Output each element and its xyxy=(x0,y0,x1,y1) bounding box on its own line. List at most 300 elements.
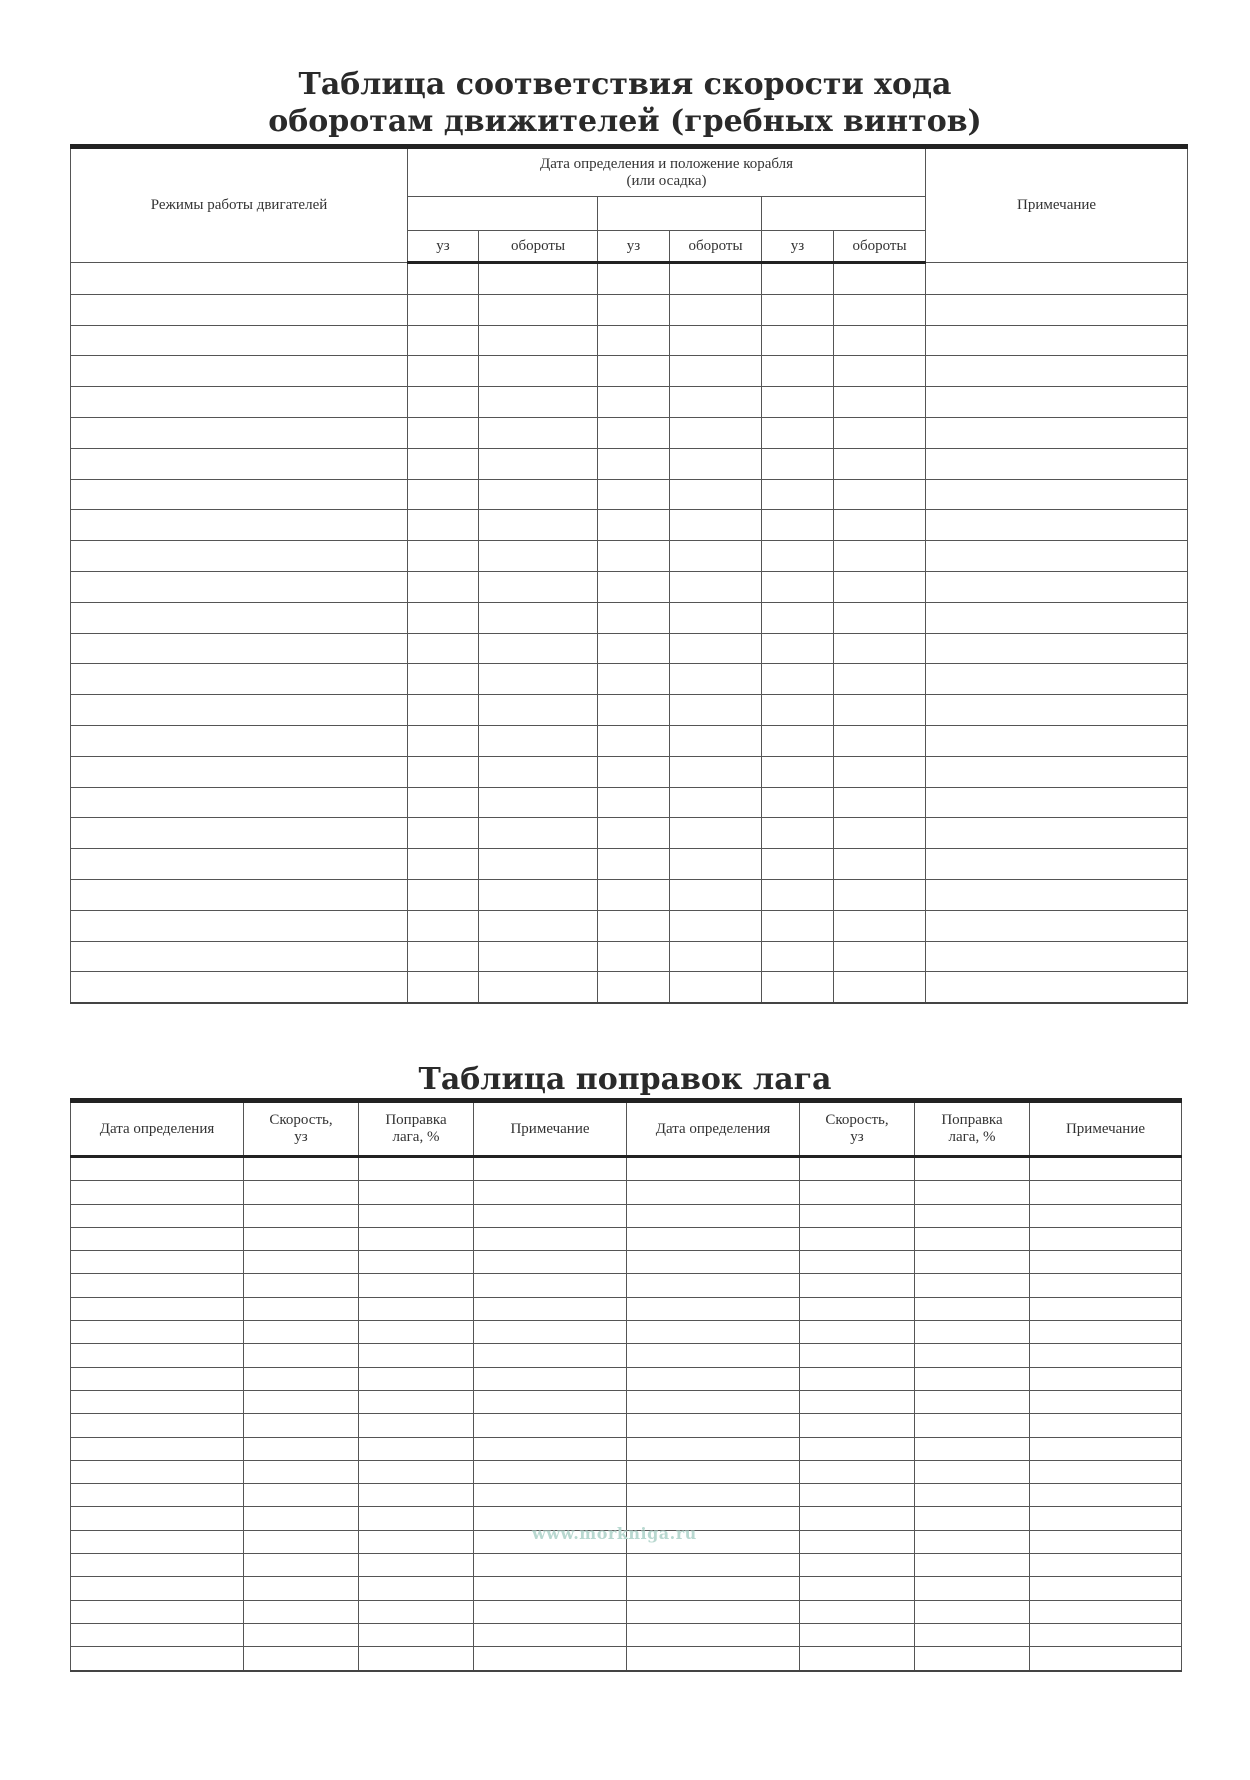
table-cell xyxy=(71,910,408,941)
table-cell xyxy=(915,1623,1030,1646)
table-cell xyxy=(244,1390,359,1413)
table-cell xyxy=(670,756,762,787)
table-row xyxy=(71,1204,1182,1227)
table-cell xyxy=(359,1507,474,1530)
table-cell xyxy=(670,725,762,756)
table-cell xyxy=(627,1577,800,1600)
table-cell xyxy=(800,1181,915,1204)
table-cell xyxy=(474,1390,627,1413)
table-cell xyxy=(915,1367,1030,1390)
table-cell xyxy=(762,263,834,295)
table-cell xyxy=(479,725,598,756)
table-cell xyxy=(598,818,670,849)
table-cell xyxy=(915,1460,1030,1483)
table-cell xyxy=(359,1204,474,1227)
table-cell xyxy=(244,1251,359,1274)
table-cell xyxy=(359,1554,474,1577)
table-cell xyxy=(1030,1414,1182,1437)
table-cell xyxy=(1030,1157,1182,1181)
table-cell xyxy=(834,818,926,849)
table-cell xyxy=(834,263,926,295)
table-cell xyxy=(1030,1321,1182,1344)
table-cell xyxy=(479,325,598,356)
table-cell xyxy=(408,879,479,910)
header-speed-1-line2: уз xyxy=(294,1129,308,1145)
table-cell xyxy=(359,1181,474,1204)
table-row xyxy=(71,541,1188,572)
table-cell xyxy=(915,1181,1030,1204)
table-cell xyxy=(244,1181,359,1204)
table-cell xyxy=(408,541,479,572)
table-cell xyxy=(834,479,926,510)
table-cell xyxy=(479,879,598,910)
table-cell xyxy=(598,571,670,602)
table-cell xyxy=(762,356,834,387)
table-cell xyxy=(474,1204,627,1227)
table-cell xyxy=(915,1390,1030,1413)
table-cell xyxy=(71,325,408,356)
table-cell xyxy=(71,1321,244,1344)
table-cell xyxy=(408,387,479,418)
table-cell xyxy=(598,417,670,448)
header-date-1: Дата определения xyxy=(71,1101,244,1157)
table-cell xyxy=(800,1344,915,1367)
table-cell xyxy=(926,387,1188,418)
table-cell xyxy=(800,1554,915,1577)
table-cell xyxy=(474,1600,627,1623)
table-cell xyxy=(474,1251,627,1274)
table-cell xyxy=(474,1623,627,1646)
table-cell xyxy=(244,1414,359,1437)
table-cell xyxy=(71,602,408,633)
table-cell xyxy=(71,1577,244,1600)
table-cell xyxy=(670,602,762,633)
table-cell xyxy=(71,787,408,818)
table-cell xyxy=(71,1600,244,1623)
table-cell xyxy=(1030,1274,1182,1297)
table-row xyxy=(71,1321,1182,1344)
table-cell xyxy=(762,972,834,1003)
table-cell xyxy=(762,294,834,325)
header-correction-1 xyxy=(359,1101,474,1157)
table-cell xyxy=(670,879,762,910)
table-cell xyxy=(800,1507,915,1530)
header-date-slot-1 xyxy=(408,197,598,231)
table-row xyxy=(71,602,1188,633)
table-cell xyxy=(598,756,670,787)
header-note: Примечание xyxy=(926,147,1188,263)
table-cell xyxy=(834,356,926,387)
header-revolutions-2: обороты xyxy=(670,231,762,263)
table-cell xyxy=(926,941,1188,972)
table-cell xyxy=(915,1344,1030,1367)
header-date-position-sub: (или осадка) xyxy=(626,172,707,189)
header-date-2: Дата определения xyxy=(627,1101,800,1157)
table-cell xyxy=(834,541,926,572)
header-correction-2 xyxy=(915,1101,1030,1157)
table-cell xyxy=(359,1251,474,1274)
table-cell xyxy=(408,756,479,787)
table-cell xyxy=(474,1577,627,1600)
table-cell xyxy=(800,1274,915,1297)
table-cell xyxy=(1030,1344,1182,1367)
table-cell xyxy=(915,1251,1030,1274)
table-cell xyxy=(915,1414,1030,1437)
table-cell xyxy=(834,756,926,787)
table-row xyxy=(71,571,1188,602)
table-cell xyxy=(800,1227,915,1250)
table-cell xyxy=(762,417,834,448)
table-cell xyxy=(71,571,408,602)
table-cell xyxy=(474,1344,627,1367)
table-cell xyxy=(670,417,762,448)
header-date-slot-2 xyxy=(598,197,762,231)
table-cell xyxy=(474,1437,627,1460)
table-cell xyxy=(762,941,834,972)
table-cell xyxy=(834,325,926,356)
table-cell xyxy=(598,387,670,418)
table-cell xyxy=(834,387,926,418)
table-cell xyxy=(408,725,479,756)
table-cell xyxy=(1030,1647,1182,1671)
table-cell xyxy=(408,448,479,479)
table-cell xyxy=(926,479,1188,510)
table-cell xyxy=(479,756,598,787)
speed-rpm-table xyxy=(70,144,1188,1004)
table-cell xyxy=(926,849,1188,880)
table-cell xyxy=(926,879,1188,910)
table-row xyxy=(71,633,1188,664)
table-row xyxy=(71,664,1188,695)
table-row xyxy=(71,1600,1182,1623)
table1-title xyxy=(0,66,1250,140)
table-cell xyxy=(834,910,926,941)
table1-title-line1: Таблица соответствия скорости хода xyxy=(298,67,952,102)
table-row xyxy=(71,941,1188,972)
table-cell xyxy=(408,941,479,972)
table-cell xyxy=(670,633,762,664)
table-cell xyxy=(359,1484,474,1507)
table-cell xyxy=(627,1344,800,1367)
header-knots-2: уз xyxy=(598,231,670,263)
table-cell xyxy=(915,1600,1030,1623)
table-cell xyxy=(800,1297,915,1320)
table-cell xyxy=(762,849,834,880)
table-cell xyxy=(71,479,408,510)
table-cell xyxy=(926,294,1188,325)
table-cell xyxy=(71,756,408,787)
table-cell xyxy=(926,356,1188,387)
table-cell xyxy=(359,1297,474,1320)
table-cell xyxy=(926,602,1188,633)
table-cell xyxy=(479,448,598,479)
table-cell xyxy=(670,972,762,1003)
table-row xyxy=(71,356,1188,387)
table-cell xyxy=(71,879,408,910)
table-cell xyxy=(359,1530,474,1553)
table-cell xyxy=(800,1204,915,1227)
table-cell xyxy=(800,1390,915,1413)
table-cell xyxy=(408,602,479,633)
table-cell xyxy=(598,972,670,1003)
table-cell xyxy=(408,263,479,295)
header-speed-1-line1: Скорость, xyxy=(269,1112,333,1128)
table-cell xyxy=(800,1321,915,1344)
table-cell xyxy=(474,1157,627,1181)
log-correction-table-body xyxy=(71,1157,1182,1671)
table-cell xyxy=(800,1484,915,1507)
table-cell xyxy=(1030,1554,1182,1577)
table-cell xyxy=(474,1367,627,1390)
header-date-position xyxy=(408,147,926,197)
table-cell xyxy=(915,1274,1030,1297)
table-cell xyxy=(670,787,762,818)
table-cell xyxy=(71,1204,244,1227)
table-row xyxy=(71,879,1188,910)
table-cell xyxy=(670,448,762,479)
table-row xyxy=(71,849,1188,880)
table-cell xyxy=(915,1507,1030,1530)
table-cell xyxy=(627,1647,800,1671)
table-cell xyxy=(926,725,1188,756)
table-cell xyxy=(71,294,408,325)
table-cell xyxy=(1030,1390,1182,1413)
table-cell xyxy=(670,910,762,941)
table-cell xyxy=(762,602,834,633)
table-cell xyxy=(800,1251,915,1274)
header-revolutions-1: обороты xyxy=(479,231,598,263)
header-revolutions-3: обороты xyxy=(834,231,926,263)
table-cell xyxy=(244,1297,359,1320)
table-cell xyxy=(479,541,598,572)
log-correction-table xyxy=(70,1098,1182,1672)
table-row xyxy=(71,1251,1182,1274)
table-cell xyxy=(479,510,598,541)
table-cell xyxy=(71,1367,244,1390)
table-cell xyxy=(244,1460,359,1483)
table-cell xyxy=(598,664,670,695)
table-cell xyxy=(244,1484,359,1507)
table-cell xyxy=(71,849,408,880)
table-cell xyxy=(71,1157,244,1181)
table-cell xyxy=(71,1251,244,1274)
table-cell xyxy=(762,479,834,510)
table-cell xyxy=(359,1344,474,1367)
table-cell xyxy=(800,1623,915,1646)
table-cell xyxy=(627,1460,800,1483)
table-cell xyxy=(915,1297,1030,1320)
table-row xyxy=(71,479,1188,510)
header-correction-2-line1: Поправка xyxy=(941,1112,1003,1128)
table-cell xyxy=(479,818,598,849)
table-row xyxy=(71,1181,1182,1204)
table-cell xyxy=(408,664,479,695)
table-row xyxy=(71,1484,1182,1507)
table-cell xyxy=(926,510,1188,541)
table-cell xyxy=(474,1227,627,1250)
table-cell xyxy=(479,417,598,448)
table-cell xyxy=(598,479,670,510)
table-cell xyxy=(474,1297,627,1320)
table-cell xyxy=(244,1344,359,1367)
table-cell xyxy=(408,972,479,1003)
table-cell xyxy=(915,1647,1030,1671)
table-row xyxy=(71,1157,1182,1181)
table-cell xyxy=(834,695,926,726)
table-cell xyxy=(627,1157,800,1181)
table-cell xyxy=(627,1227,800,1250)
table-cell xyxy=(762,756,834,787)
table-cell xyxy=(71,387,408,418)
table-cell xyxy=(71,1227,244,1250)
table-cell xyxy=(1030,1460,1182,1483)
table-cell xyxy=(926,695,1188,726)
table-cell xyxy=(359,1157,474,1181)
table-cell xyxy=(670,664,762,695)
table-cell xyxy=(598,325,670,356)
table-cell xyxy=(71,510,408,541)
table-cell xyxy=(834,849,926,880)
table-cell xyxy=(834,664,926,695)
table-cell xyxy=(1030,1227,1182,1250)
table-row xyxy=(71,325,1188,356)
table-cell xyxy=(71,695,408,726)
table-cell xyxy=(762,818,834,849)
table-cell xyxy=(479,387,598,418)
table-cell xyxy=(915,1157,1030,1181)
table-row xyxy=(71,972,1188,1003)
table-cell xyxy=(598,263,670,295)
table-cell xyxy=(71,1530,244,1553)
table-cell xyxy=(244,1530,359,1553)
table-cell xyxy=(762,695,834,726)
table-cell xyxy=(915,1321,1030,1344)
table-cell xyxy=(1030,1484,1182,1507)
table-cell xyxy=(670,849,762,880)
table-cell xyxy=(359,1321,474,1344)
table-row xyxy=(71,695,1188,726)
table-cell xyxy=(359,1437,474,1460)
table-cell xyxy=(834,879,926,910)
table-cell xyxy=(479,602,598,633)
table-cell xyxy=(926,818,1188,849)
table-cell xyxy=(627,1623,800,1646)
table-cell xyxy=(598,695,670,726)
table-cell xyxy=(627,1297,800,1320)
table-cell xyxy=(244,1647,359,1671)
table-cell xyxy=(479,356,598,387)
table-cell xyxy=(926,756,1188,787)
header-correction-2-line2: лага, % xyxy=(948,1129,996,1145)
table-cell xyxy=(800,1647,915,1671)
table-cell xyxy=(479,479,598,510)
table-cell xyxy=(670,818,762,849)
table-row xyxy=(71,294,1188,325)
table-row xyxy=(71,1647,1182,1671)
table-cell xyxy=(762,387,834,418)
table-cell xyxy=(244,1623,359,1646)
table-cell xyxy=(834,972,926,1003)
table-cell xyxy=(474,1460,627,1483)
table-cell xyxy=(474,1181,627,1204)
table-row xyxy=(71,1390,1182,1413)
table-cell xyxy=(408,787,479,818)
table-cell xyxy=(800,1600,915,1623)
table-cell xyxy=(244,1157,359,1181)
header-speed-2-line1: Скорость, xyxy=(825,1112,889,1128)
table-cell xyxy=(479,941,598,972)
table-row xyxy=(71,787,1188,818)
table-cell xyxy=(926,541,1188,572)
table-cell xyxy=(71,1460,244,1483)
header-note-2: Примечание xyxy=(1030,1101,1182,1157)
table-cell xyxy=(244,1577,359,1600)
table-cell xyxy=(408,695,479,726)
table-cell xyxy=(1030,1251,1182,1274)
table-cell xyxy=(474,1274,627,1297)
table-cell xyxy=(359,1274,474,1297)
speed-rpm-table-body xyxy=(71,263,1188,1004)
table-cell xyxy=(915,1530,1030,1553)
table-cell xyxy=(627,1321,800,1344)
table-cell xyxy=(474,1554,627,1577)
table-row xyxy=(71,263,1188,295)
table-cell xyxy=(598,879,670,910)
table-cell xyxy=(834,725,926,756)
table-cell xyxy=(408,571,479,602)
table-cell xyxy=(244,1507,359,1530)
table-cell xyxy=(762,541,834,572)
table-cell xyxy=(244,1554,359,1577)
table-cell xyxy=(627,1181,800,1204)
table-cell xyxy=(71,633,408,664)
table-row xyxy=(71,910,1188,941)
table-row xyxy=(71,1577,1182,1600)
table-cell xyxy=(1030,1204,1182,1227)
table-cell xyxy=(408,479,479,510)
table-cell xyxy=(71,1484,244,1507)
table-cell xyxy=(71,1414,244,1437)
table-cell xyxy=(834,633,926,664)
table-cell xyxy=(598,602,670,633)
table-cell xyxy=(71,1344,244,1367)
table1-title-line2: оборотам движителей (гребных винтов) xyxy=(268,104,982,139)
table-cell xyxy=(71,818,408,849)
table-cell xyxy=(800,1437,915,1460)
table-cell xyxy=(408,294,479,325)
table-cell xyxy=(762,910,834,941)
table-cell xyxy=(244,1367,359,1390)
table-cell xyxy=(359,1390,474,1413)
table-cell xyxy=(598,910,670,941)
table-row xyxy=(71,1274,1182,1297)
table-cell xyxy=(244,1274,359,1297)
table-cell xyxy=(244,1204,359,1227)
table-cell xyxy=(479,633,598,664)
header-date-slot-3 xyxy=(762,197,926,231)
table-cell xyxy=(762,633,834,664)
table-cell xyxy=(926,633,1188,664)
table-cell xyxy=(627,1251,800,1274)
table-cell xyxy=(627,1367,800,1390)
table-cell xyxy=(598,787,670,818)
table-cell xyxy=(915,1554,1030,1577)
table-cell xyxy=(627,1600,800,1623)
table-cell xyxy=(359,1577,474,1600)
table-cell xyxy=(71,356,408,387)
table-cell xyxy=(1030,1600,1182,1623)
table-cell xyxy=(800,1367,915,1390)
